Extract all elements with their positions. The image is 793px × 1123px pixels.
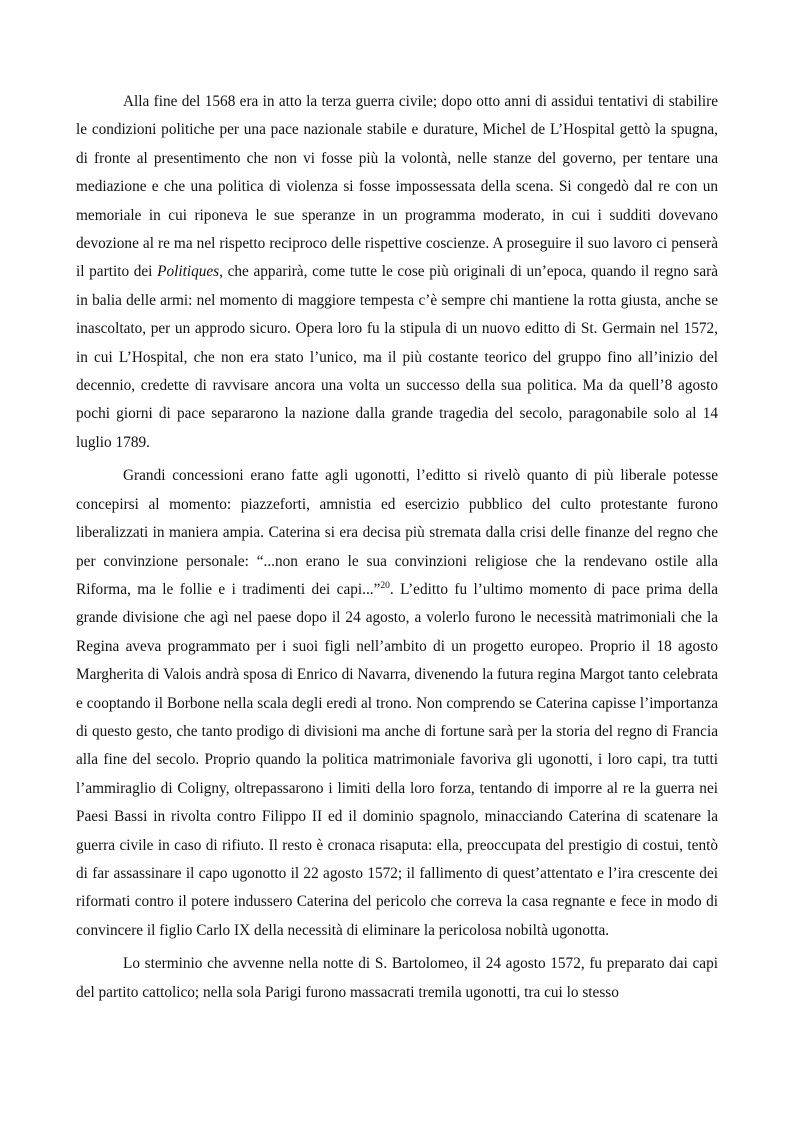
paragraph-2-text-start: Grandi concessioni erano fatte agli ugonotti, l’editto si rivelò quanto di più liberale potesse concepirsi al momento: piazzeforti, amnistia ed esercizio pubblico del culto protestante furono liberalizzati in maniera ampia. Caterina si era decisa più stremata dalla crisi delle finanze del regno che per convinzione personale: “...non erano le sua convinzioni religiose che la rendevano ostile alla Riforma, ma le follie e i tradimenti dei capi...” bbox=[76, 467, 718, 598]
paragraph-1-text-end: che apparirà, come tutte le cose più originali di un’epoca, quando il regno sarà in balia delle armi: nel momento di maggiore tempesta c’è sempre chi mantiene la rotta giusta, anche se inascoltato, per un approdo sicuro. Opera loro fu la stipula di un nuovo editto di St. Germain nel 1572, in cui L’Hospital, che non era stato l’unico, ma il più costante teorico del gruppo fino all’inizio del decennio, credette di ravvisare ancora una volta un successo della sua politica. Ma da quell’8 agosto pochi giorni di pace separarono la nazione dalla grande tragedia del secolo, paragonabile solo al 14 luglio 1789. bbox=[76, 263, 718, 451]
paragraph-3-text: Lo sterminio che avvenne nella notte di S. Bartolomeo, il 24 agosto 1572, fu preparato dai capi del partito cattolico; nella sola Parigi furono massacrati tremila ugonotti, tra cui lo stesso bbox=[76, 955, 718, 1001]
document-page bbox=[76, 88, 718, 1007]
paragraph-1-italic-term: Politiques, bbox=[157, 263, 223, 281]
paragraph-1-text-start: Alla fine del 1568 era in atto la terza guerra civile; dopo otto anni di assidui tentativi di stabilire le condizioni politiche per una pace nazionale stabile e durature, Michel de L’Hospital gettò la spugna, di fronte al presentimento che non vi fosse più la volontà, nelle stanze del governo, per tentare una mediazione e che una politica di violenza si fosse impossessata della scena. Si congedò dal re con un memoriale in cui riponeva le sue speranze in un programma moderato, in cui i sudditi dovevano devozione al re ma nel rispetto reciproco delle rispettive coscienze. A proseguire il suo lavoro ci penserà il partito dei bbox=[76, 93, 718, 281]
paragraph-1 bbox=[76, 88, 718, 457]
paragraph-2-text-end: . L’editto fu l’ultimo momento di pace prima della grande divisione che agì nel paese dopo il 24 agosto, a volerlo furono le necessità matrimoniali che la Regina aveva programmato per i suoi figli nell’ambito di un progetto europeo. Proprio il 18 agosto Margherita di Valois andrà sposa di Enrico di Navarra, divenendo la futura regina Margot tanto celebrata e cooptando il Borbone nella scala degli eredi al trono. Non comprendo se Caterina capisse l’importanza di questo gesto, che tanto prodigo di divisioni ma anche di fortune sarà per la storia del regno di Francia alla fine del secolo. Proprio quando la politica matrimoniale favoriva gli ugonotti, i loro capi, tra tutti l’ammiraglio di Coligny, oltrepassarono i limiti della loro forza, tentando di imporre al re la guerra nei Paesi Bassi in rivolta contro Filippo II ed il dominio spagnolo, minacciando Caterina di scatenare la guerra civile in caso di rifiuto. Il resto è cronaca risaputa: ella, preoccupata del prestigio di costui, tentò di far assassinare il capo ugonotto il 22 agosto 1572; il fallimento di quest’attentato e l’ira crescente dei riformati contro il potere indussero Caterina del pericolo che correva la casa regnante e fece in modo di convincere il figlio Carlo IX della necessità di eliminare la pericolosa nobiltà ugonotta. bbox=[76, 580, 718, 939]
paragraph-2 bbox=[76, 462, 718, 945]
footnote-marker: 20 bbox=[380, 580, 390, 591]
paragraph-3 bbox=[76, 950, 718, 1007]
